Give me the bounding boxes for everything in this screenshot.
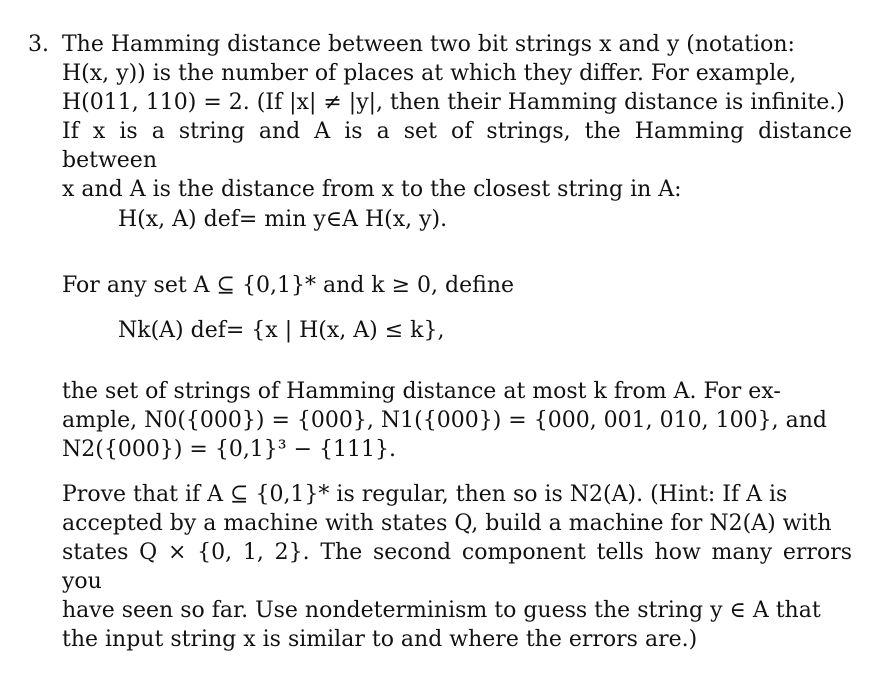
text-line: x and A is the distance from x to the closest string in A: — [62, 177, 682, 202]
display-equation-hamming-set-distance: H(x, A) def= min y∈A H(x, y). — [118, 207, 448, 232]
text-line: The Hamming distance between two bit strings x and y (notation: — [62, 32, 795, 57]
text-line: Prove that if A ⊆ {0,1}* is regular, then so is N2(A). (Hint: If A is — [62, 482, 788, 507]
problem-paragraph-set-intro — [62, 271, 852, 300]
text-line: the set of strings of Hamming distance at most k from A. For ex- — [62, 379, 781, 404]
problem-paragraph-example — [62, 377, 852, 464]
text-line: H(x, y)) is the number of places at which they differ. For example, — [62, 61, 797, 86]
text-line: For any set A ⊆ {0,1}* and k ≥ 0, define — [62, 273, 515, 298]
problem-number: 3. — [28, 32, 49, 57]
text-line: ample, N0({000}) = {000}, N1({000}) = {000, 001, 010, 100}, and — [62, 408, 827, 433]
text-line: states Q × {0, 1, 2}. The second component tells how many errors you — [62, 540, 852, 594]
display-equation-neighborhood: Nk(A) def= {x | H(x, A) ≤ k}, — [118, 318, 445, 343]
problem-paragraph-definition — [62, 30, 852, 204]
text-line: N2({000}) = {0,1}³ − {111}. — [62, 437, 397, 462]
text-line: the input string x is similar to and where the errors are.) — [62, 627, 698, 652]
text-line: If x is a string and A is a set of strings, the Hamming distance between — [62, 119, 852, 173]
text-line: accepted by a machine with states Q, build a machine for N2(A) with — [62, 511, 832, 536]
text-line: have seen so far. Use nondeterminism to guess the string y ∈ A that — [62, 598, 821, 623]
problem-paragraph-task — [62, 480, 852, 654]
text-line: H(011, 110) = 2. (If |x| ≠ |y|, then their Hamming distance is infinite.) — [62, 90, 845, 115]
